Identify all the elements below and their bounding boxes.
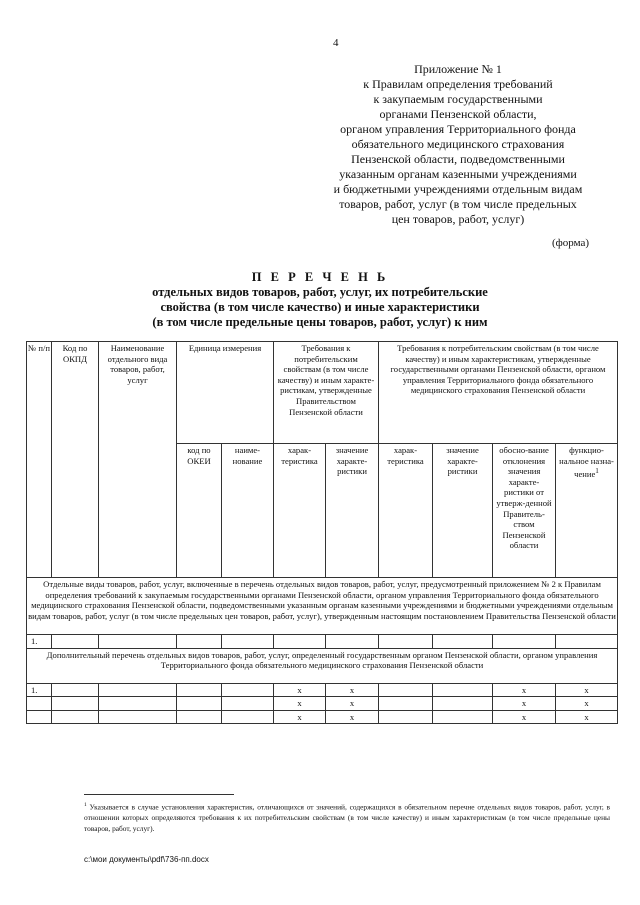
title-heading: П Е Р Е Ч Е Н Ь (251, 270, 389, 284)
appendix-line: цен товаров, работ, услуг) (391, 212, 525, 226)
footnote-separator (84, 794, 234, 795)
footnote-text: Указывается в случае установления характеристик, отличающихся от значений, содержащихся в обязательном перечне отдельных видов товаров, работ, услуг, в отношении которых определяются требования к их потребительским свойствам (в том числе качеству) и иным характеристикам (в том числе предельные цены товаров, работ, услуг). (84, 802, 610, 834)
x-mark: x (274, 683, 326, 697)
section-2-heading: Дополнительный перечень отдельных видов товаров, работ, услуг, определенный государственным органом Пензенской области, органом управления Территориального фонда обязательного медицинского страхования Пензенской области (27, 648, 618, 683)
x-mark: x (493, 697, 556, 711)
subheader-justification: обосно-вание отклонения значения характе-ристики от утверж-денной Правитель-ством Пензенской области (493, 444, 556, 578)
subheader-characteristic: харак-теристика (379, 444, 433, 578)
subheader-okei: код по ОКЕИ (177, 444, 222, 578)
x-mark: x (556, 697, 618, 711)
header-name: Наименование отдельного вида товаров, работ, услуг (99, 342, 177, 578)
x-mark: x (326, 697, 379, 711)
x-mark: x (274, 697, 326, 711)
requirements-table (26, 341, 618, 724)
x-mark: x (556, 683, 618, 697)
footnote-ref: 1 (595, 467, 599, 476)
appendix-line: указанным органам казенными учреждениями (339, 167, 577, 181)
row-num: 1. (27, 635, 52, 649)
page-number: 4 (333, 37, 339, 49)
appendix-line: и бюджетными учреждениями отдельным видам (333, 182, 583, 196)
row-num: 1. (27, 683, 52, 697)
header-num: № п/п (27, 342, 52, 578)
subheader-purpose (556, 444, 618, 578)
subheader-characteristic: харак-теристика (274, 444, 326, 578)
x-mark: x (493, 710, 556, 724)
header-unit: Единица измерения (177, 342, 274, 444)
title-line: отдельных видов товаров, работ, услуг, их потребительские (152, 285, 488, 299)
title-line: (в том числе предельные цены товаров, работ, услуг) к ним (152, 315, 488, 329)
header-okpd: Код по ОКПД (52, 342, 99, 578)
appendix-line: к Правилам определения требований (363, 77, 553, 91)
header-approved-requirements: Требования к потребительским свойствам (в том числе качеству) и иным характеристикам, утвержденные государственными органами Пензенской области, органом управления Территориального фонда обязательного медицинского страхования Пензенской области (379, 342, 618, 444)
appendix-line: органом управления Территориального фонда (340, 122, 576, 136)
subheader-value: значение характе-ристики (433, 444, 493, 578)
appendix-line: к закупаемым государственными (373, 92, 543, 106)
file-path: c:\мои документы\pdf\736-пп.docx (84, 855, 209, 864)
x-mark: x (326, 683, 379, 697)
x-mark: x (326, 710, 379, 724)
section-1-heading: Отдельные виды товаров, работ, услуг, включенные в перечень отдельных видов товаров, работ, услуг, предусмотренный приложением № 2 к Правилам определения требований к закупаемым государственными органами Пензенской области, органом управления Территориального фонда обязательного медицинского страхования Пензенской области, подведомственными указанным органам казенными учреждениями и бюджетными учреждениями отдельным видам товаров, работ, услуг (в том числе предельных цен товаров, работ, услуг), утвержденным настоящим постановлением Правительства Пензенской области (27, 578, 618, 635)
appendix-line: Приложение № 1 (414, 62, 502, 76)
appendix-line: товаров, работ, услуг (в том числе предельных (339, 197, 577, 211)
appendix-line: Пензенской области, подведомственными (351, 152, 565, 166)
x-mark: x (274, 710, 326, 724)
subheader-unit-name: наиме-нование (222, 444, 274, 578)
title-line: свойства (в том числе качество) и иные характеристики (160, 300, 480, 314)
subheader-purpose-text: функцио-нальное назна-чение (559, 445, 614, 480)
appendix-line: обязательного медицинского страхования (351, 137, 565, 151)
x-mark: x (556, 710, 618, 724)
appendix-header (300, 62, 616, 227)
footnote-marker: 1 (84, 802, 87, 808)
form-label: (форма) (552, 237, 590, 249)
subheader-value: значение характе-ристики (326, 444, 379, 578)
footnote (84, 800, 610, 834)
x-mark: x (493, 683, 556, 697)
document-title (40, 270, 600, 330)
header-gov-requirements: Требования к потребительским свойствам (в том числе качеству) и иным характе-ристикам, утвержденные Правительством Пензенской области (274, 342, 379, 444)
appendix-line: органами Пензенской области, (379, 107, 537, 121)
